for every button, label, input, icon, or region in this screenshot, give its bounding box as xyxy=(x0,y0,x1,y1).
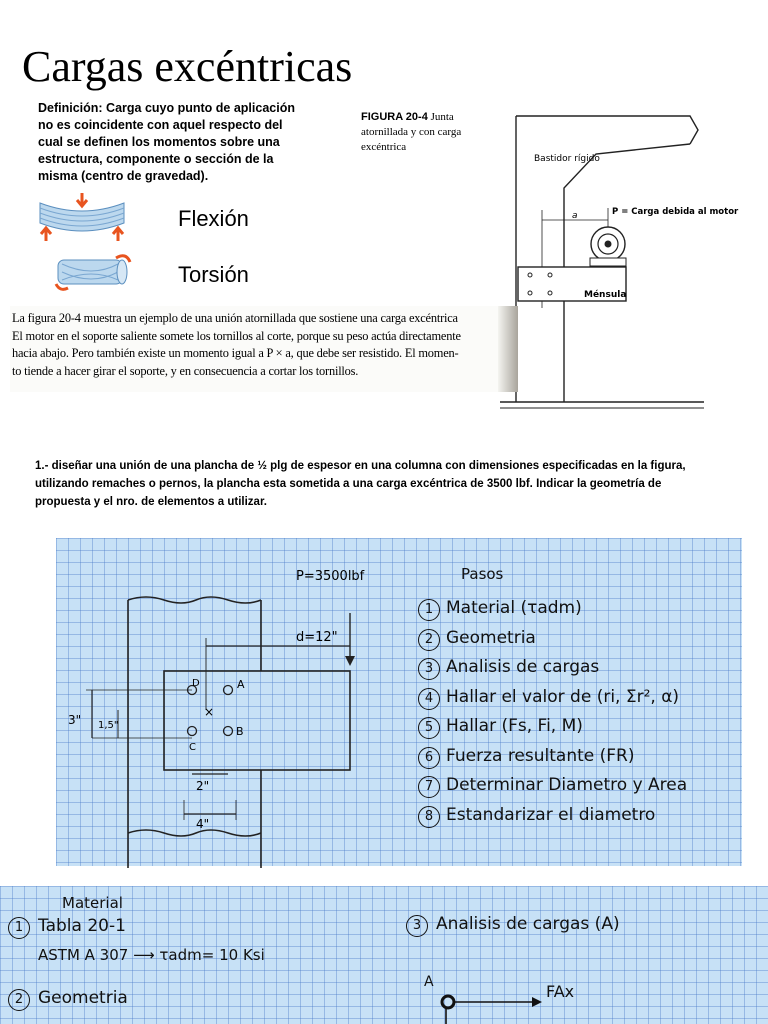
load-label: P = Carga debida al motor xyxy=(612,207,739,217)
scanned-line: La figura 20-4 muestra un ejemplo de una unión atornillada que sostiene una carga excéntrica xyxy=(12,311,458,325)
scanned-line: El motor en el soporte saliente somete los tornillos al corte, porque su peso actúa directamente xyxy=(12,328,461,343)
figure-caption xyxy=(361,110,491,155)
centroid-mark: × xyxy=(204,705,215,719)
torsion-illustration xyxy=(52,252,132,294)
bolt-a-label: A xyxy=(237,678,245,691)
item-text: Geometria xyxy=(38,988,128,1008)
notebook-notes xyxy=(0,886,768,1024)
dim-3-label: 3" xyxy=(68,713,82,727)
step-item xyxy=(418,716,687,746)
bolt-c-label: C xyxy=(189,742,196,753)
dim-4-label: 4" xyxy=(196,817,210,831)
step-text: Material (τadm) xyxy=(446,598,582,618)
load-label: P=3500lbf xyxy=(296,569,365,584)
figure-caption-text: Junta atornillada y con carga excéntrica xyxy=(361,111,462,153)
flexion-illustration xyxy=(36,193,128,243)
item-number-badge: 2 xyxy=(8,989,30,1011)
step-text: Analisis de cargas xyxy=(446,657,600,677)
torsion-label: Torsión xyxy=(178,262,249,287)
step-item xyxy=(418,657,687,687)
dim-15-label: 1,5" xyxy=(98,720,119,731)
tau-text: τadm= 10 Ksi xyxy=(159,946,265,964)
step-number-badge: 3 xyxy=(418,658,440,680)
arrow-icon: ⟶ xyxy=(133,946,155,964)
steps-list xyxy=(418,598,687,834)
notebook-sketch xyxy=(56,538,742,866)
notes-item-1 xyxy=(8,916,126,939)
scan-page-edge xyxy=(498,306,518,392)
step-number-badge: 2 xyxy=(418,629,440,651)
item-text: Tabla 20-1 xyxy=(38,916,126,936)
flexion-label: Flexión xyxy=(178,206,249,231)
step-text: Fuerza resultante (FR) xyxy=(446,745,635,766)
bracket-label: Ménsula xyxy=(584,290,627,300)
step-text: Geometria xyxy=(446,627,536,648)
dim-2-label: 2" xyxy=(196,779,210,793)
step-number-badge: 4 xyxy=(418,688,440,710)
figure-number: FIGURA 20-4 xyxy=(361,111,428,123)
step-item xyxy=(418,746,687,776)
distance-a-label: a xyxy=(572,211,578,221)
step-item xyxy=(418,775,687,805)
problem-statement: 1.- diseñar una unión de una plancha de ½ plg de espesor en una columna con dimensiones especificadas en la figura, utilizando remaches o pernos, la plancha esta sometida a una carga excéntrica de 3500 lbf. Indicar la geometría de propuesta y el nro. de elementos a utilizar. xyxy=(35,460,686,508)
step-number-badge: 1 xyxy=(418,599,440,621)
frame-label-line1: Bastidor rígido xyxy=(534,154,600,164)
distance-label: d=12" xyxy=(296,630,338,645)
force-label: FAx xyxy=(546,982,575,1001)
notes-item-3 xyxy=(406,914,620,937)
step-number-badge: 5 xyxy=(418,717,440,739)
point-a-label: A xyxy=(424,974,434,990)
steps-title: Pasos xyxy=(461,565,504,583)
step-number-badge: 7 xyxy=(418,776,440,798)
step-item xyxy=(418,598,687,628)
definition-text: Definición: Carga cuyo punto de aplicación no es coincidente con aquel respecto del cual se definen los momentos sobre una estructura, componente o sección de la misma (centro de gravedad). xyxy=(38,101,295,183)
bolt-d-label: D xyxy=(192,678,200,689)
step-item xyxy=(418,805,687,835)
astm-line xyxy=(38,946,265,964)
step-text: Estandarizar el diametro xyxy=(446,804,656,825)
item-text: Analisis de cargas (A) xyxy=(436,914,620,934)
scanned-paragraph xyxy=(10,306,514,392)
force-diagram xyxy=(436,990,546,1024)
figure-20-4-drawing xyxy=(498,112,739,410)
astm-text: ASTM A 307 xyxy=(38,946,129,964)
material-heading: Material xyxy=(62,894,123,912)
scanned-line: hacia abajo. Pero también existe un momento igual a P × a, que debe ser resistido. El momen- xyxy=(12,346,459,360)
scanned-line: to tiende a hacer girar el soporte, y en consecuencia a cortar los tornillos. xyxy=(12,363,359,378)
step-text: Hallar el valor de (ri, Σr², α) xyxy=(446,686,680,707)
step-number-badge: 6 xyxy=(418,747,440,769)
item-number-badge: 1 xyxy=(8,917,30,939)
step-text: Determinar Diametro y Area xyxy=(446,775,688,795)
item-number-badge: 3 xyxy=(406,915,428,937)
step-item xyxy=(418,687,687,717)
bolt-b-label: B xyxy=(236,725,244,738)
page-title: Cargas excéntricas xyxy=(22,42,353,91)
step-text: Hallar (Fs, Fi, M) xyxy=(446,716,583,736)
notes-item-2 xyxy=(8,988,128,1011)
step-number-badge: 8 xyxy=(418,806,440,828)
step-item xyxy=(418,628,687,658)
